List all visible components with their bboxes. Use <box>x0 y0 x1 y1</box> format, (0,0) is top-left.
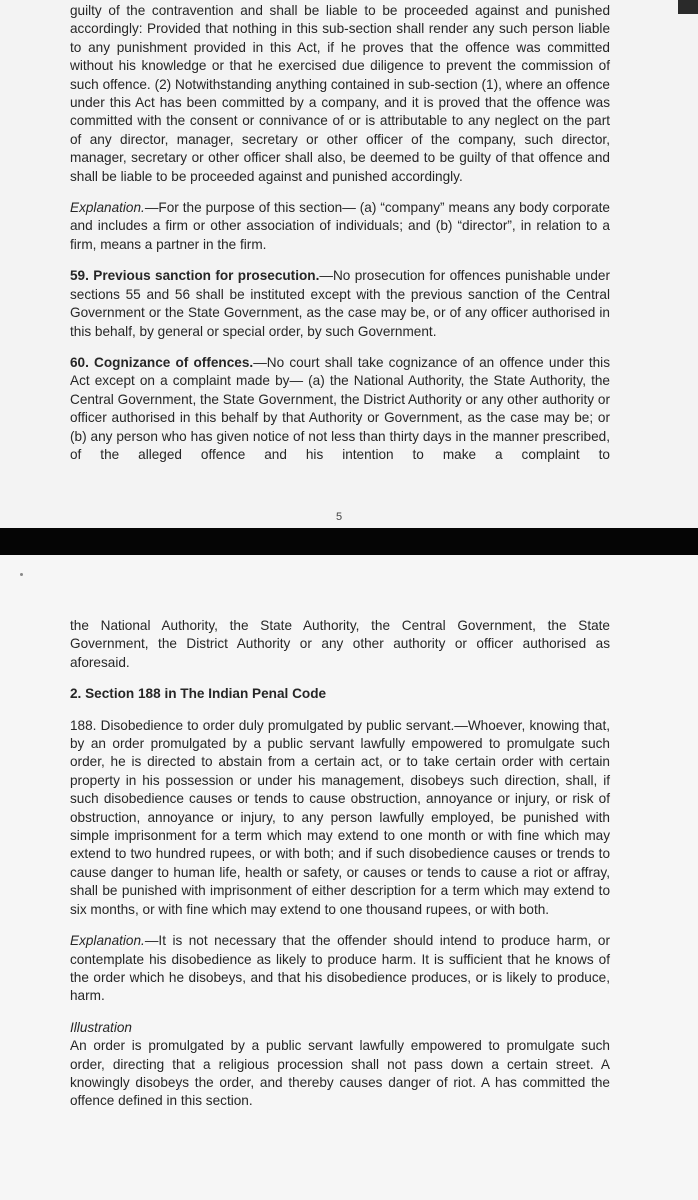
section-58-continuation: guilty of the contravention and shall be liable to be proceeded against and punished accordingly: Provided that nothing in this sub-section shall render any such person liable to any punishment provided in this Act, if he proves that the offence was committed without his knowledge or that he exercised due diligence to prevent the commission of such offence. (2) Notwithstanding anything contained in sub-section (1), where an offence under this Act has been committed by a company, and it is proved that the offence was committed with the consent or connivance of or is attributable to any neglect on the part of any director, manager, secretary or other officer of the company, such director, manager, secretary or other officer shall also, be deemed to be guilty of that offence and shall be liable to be proceeded against and punished accordingly. <box>70 3 610 184</box>
ipc-section-heading: 2. Section 188 in The Indian Penal Code <box>70 686 327 702</box>
page-separator <box>0 528 698 555</box>
section-59-text: —No prosecution for offences punishable under sections 55 and 56 shall be instituted except with the previous sanction of the Central Government or the State Government, as the case may be, or of any officer authorised in this behalf, by general or special order, by such Government. <box>70 268 610 339</box>
explanation-paragraph <box>70 199 610 254</box>
top-bar <box>678 0 698 14</box>
illustration-label: Illustration <box>70 1019 132 1035</box>
section-59-heading: 59. Previous sanction for prosecution. <box>70 268 320 284</box>
illustration-paragraph <box>70 1019 610 1111</box>
document-page-1 <box>0 0 698 528</box>
section-60-heading: 60. Cognizance of offences. <box>70 354 254 370</box>
ipc-explanation-text: —It is not necessary that the offender should intend to produce harm, or contemplate his disobedience as likely to produce harm. It is sufficient that he knows of the order which he disobeys, and that his disobedience produces, or is likely to produce, harm. <box>70 933 610 1004</box>
page-number: 5 <box>336 511 343 523</box>
page-1-text <box>70 2 610 477</box>
explanation-text: —For the purpose of this section— (a) “company” means any body corporate and includes a firm or other association of individuals; and (b) “director”, in relation to a firm, means a partner in the firm. <box>70 200 610 252</box>
section-60-continuation: the National Authority, the State Authority, the Central Government, the State Government, the District Authority or any other authority or officer authorised as aforesaid. <box>70 618 610 670</box>
section-59-paragraph <box>70 267 610 341</box>
illustration-text: An order is promulgated by a public servant lawfully empowered to promulgate such order, directing that a religious procession shall not pass down a certain street. A knowingly disobeys the order, and thereby causes danger of riot. A has committed the offence defined in this section. <box>70 1038 610 1109</box>
ipc-explanation-label: Explanation. <box>70 933 145 949</box>
section-60-paragraph <box>70 354 610 464</box>
document-page-2 <box>0 555 698 1200</box>
page-2-text <box>70 617 610 1111</box>
scan-speck <box>20 573 23 576</box>
section-188-text: 188. Disobedience to order duly promulgated by public servant.—Whoever, knowing that, by an order promulgated by a public servant lawfully empowered to promulgate such order, he is directed to abstain from a certain act, or to take certain order with certain property in his possession or under his management, disobeys such direction, shall, if such disobedience causes or tends to cause obstruction, annoyance or injury, or risk of obstruction, annoyance or injury, to any person lawfully employed, be punished with simple imprisonment for a term which may extend to one month or with fine which may extend to two hundred rupees, or with both; and if such disobedience causes or trends to cause danger to human life, health or safety, or causes or tends to cause a riot or affray, shall be punished with imprisonment of either description for a term which may extend to six months, or with fine which may extend to one thousand rupees, or with both. <box>70 717 610 917</box>
explanation-label: Explanation. <box>70 200 145 216</box>
section-60-text: —No court shall take cognizance of an offence under this Act except on a complaint made by— (a) the National Authority, the State Authority, the Central Government, the State Government, the District Authority or any other authority or officer authorised in this behalf by that Authority or Government, as the case may be; or (b) any person who has given notice of not less than thirty days in the manner prescribed, of the alleged offence and his intention to make a complaint to <box>70 354 610 462</box>
ipc-explanation-paragraph <box>70 932 610 1006</box>
